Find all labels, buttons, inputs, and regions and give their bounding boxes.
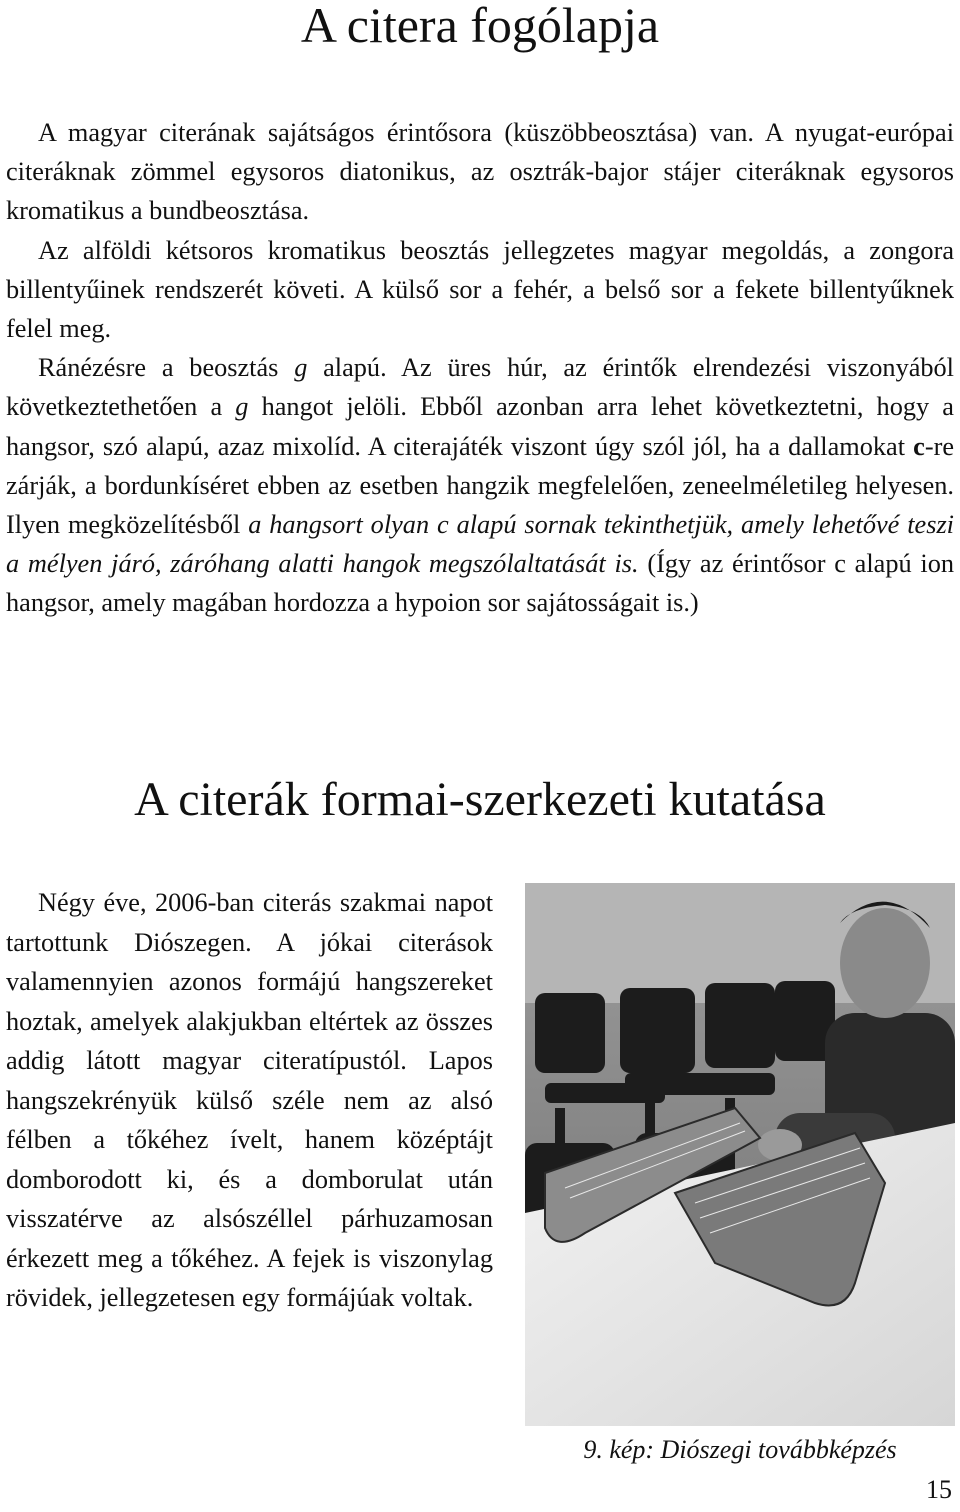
paragraph bbox=[6, 348, 954, 622]
text-run: (Így az érintősor c alapú ion hangsor, amely magában hordozza a hypoion sor sajátosságait is.) bbox=[6, 549, 954, 618]
italic-note: g bbox=[235, 392, 249, 422]
sentence: A magyar citerának sajátságos érintősora (küszöbbeosztása) van. A nyugat-európai citeráknak zömmel egysoros diatonikus, az osztrák-bajor stájer citeráknak egysoros kromatikus a bundbeosztása. bbox=[6, 118, 954, 226]
paragraph bbox=[6, 113, 954, 231]
text-run: alapú. Az üres húr, az érintők elrendezési viszonyából következtethetően a bbox=[6, 353, 954, 422]
text-run: Ránézésre a beosztás bbox=[38, 353, 295, 383]
section-title: A citera fogólapja bbox=[300, 0, 660, 53]
bold-note: c bbox=[913, 431, 925, 461]
page-number: 15 bbox=[926, 1475, 952, 1504]
fingerboard-text bbox=[6, 113, 954, 623]
photo-illustration bbox=[525, 883, 955, 1426]
photo-caption: 9. kép: Diószegi továbbképzés bbox=[583, 1435, 897, 1464]
italic-emphasis: a hangsort olyan c alapú sornak tekinthetjük, amely lehetővé teszi a mélyen járó, záróhang alatti hangok megszólaltatását is. bbox=[6, 510, 954, 579]
paragraph bbox=[6, 231, 954, 349]
text-run: hangot jelöli. Ebből azonban arra lehet következtetni, hogy a hangsor, szó alapú, azaz mixolíd. A citerajáték viszont úgy szól jól, ha a dallamokat bbox=[6, 392, 954, 461]
italic-note: g bbox=[294, 353, 308, 383]
text-run: -re zárják, a bordunkíséret ebben az esetben hangzik megfelelően, zeneelméletileg helyesen. Ilyen megközelítésből bbox=[6, 431, 954, 540]
zither-photo bbox=[525, 883, 955, 1426]
research-text bbox=[6, 883, 493, 1318]
section-title-2: A citerák formai-szerkezeti kutatása bbox=[134, 773, 826, 826]
paragraph: Négy éve, 2006-ban citerás szakmai napot tartottunk Diószegen. A jókai citerások valamennyien azonos formájú hangszereket hoztak, amelyek alakjukban eltértek az összes addig látott magyar citeratípustól. Lapos hangszekrényük külső széle nem az alsó félben a tőkéhez ívelt, hanem középtájt domborodott ki, és a domborulat után visszatérve az alsószéllel párhuzamosan érkezett meg a tőkéhez. A fejek is viszonylag rövidek, jellegzetesen egy formájúak voltak. bbox=[6, 888, 493, 1312]
sentence: Az alföldi kétsoros kromatikus beosztás jellegzetes magyar megoldás, a zongora billentyűinek rendszerét követi. A külső sor a fehér, a belső sor a fekete billentyűknek felel meg. bbox=[6, 235, 954, 344]
